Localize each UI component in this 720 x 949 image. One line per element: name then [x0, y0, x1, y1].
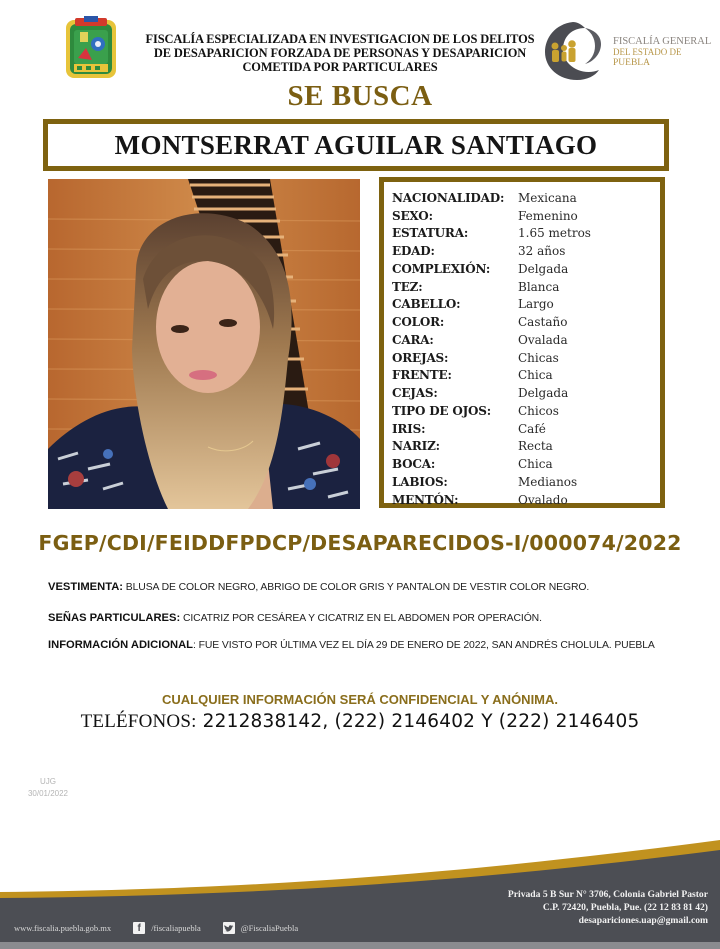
detail-row-hair: CABELLO: Largo — [392, 297, 554, 312]
missing-person-name: MONTSERRAT AGUILAR SANTIAGO — [114, 129, 598, 160]
facebook-icon: f — [133, 922, 145, 934]
clothing-description: VESTIMENTA: BLUSA DE COLOR NEGRO, ABRIGO DE COLOR GRIS Y PANTALON DE VESTIR COLOR NEGRO. — [48, 581, 590, 593]
agency-name-line-2: DE DESAPARICION FORZADA DE PERSONAS Y DESAPARICION — [153, 46, 527, 60]
detail-row-mouth: BOCA: Chica — [392, 457, 553, 472]
contact-email[interactable]: desapariciones.uap@gmail.com — [578, 915, 708, 926]
facebook-link[interactable]: /fiscaliapuebla — [151, 923, 201, 933]
agency-name-line-1: FISCALÍA ESPECIALIZADA EN INVESTIGACION DE LOS DELITOS — [145, 32, 535, 46]
detail-row-sex: SEXO: Femenino — [392, 208, 578, 223]
puebla-coat-of-arms-logo — [62, 14, 120, 84]
missing-person-photo — [48, 179, 360, 509]
detail-row-lips: LABIOS: Medianos — [392, 474, 578, 489]
fiscalia-general-logo-text: FISCALÍA GENERAL DEL ESTADO DE PUEBLA — [613, 36, 712, 68]
detail-row-build: COMPLEXIÓN: Delgada — [392, 261, 569, 276]
detail-row-age: EDAD: 32 años — [392, 244, 566, 259]
detail-row-height: ESTATURA: 1.65 metros — [392, 226, 591, 241]
twitter-link[interactable]: @FiscaliaPuebla — [240, 923, 299, 933]
poster-title: SE BUSCA — [287, 80, 433, 112]
agency-name — [130, 32, 550, 74]
confidential-notice: CUALQUIER INFORMACIÓN SERÁ CONFIDENCIAL Y ANÓNIMA. — [161, 692, 559, 707]
case-file-number: FGEP/CDI/FEIDDFPDCP/DESAPARECIDOS-I/000074/2022 — [38, 531, 682, 555]
phone-numbers: TELÉFONOS: 2212838142, (222) 2146402 Y (222) 2146405 — [80, 711, 640, 732]
detail-row-nationality: NACIONALIDAD: Mexicana — [392, 190, 577, 205]
detail-row-iris: IRIS: Café — [392, 421, 546, 436]
missing-person-name-box — [43, 119, 669, 171]
detail-row-eyebrows: CEJAS: Delgada — [392, 386, 569, 401]
agency-name-line-3: COMETIDA POR PARTICULARES — [242, 60, 438, 74]
address-line-1: Privada 5 B Sur N° 3706, Colonia Gabriel Pastor — [507, 889, 708, 900]
detail-row-eye-type: TIPO DE OJOS: Chicos — [392, 403, 559, 418]
website-link[interactable]: www.fiscalia.puebla.gob.mx — [14, 923, 112, 933]
stamp-initials: UJG — [40, 777, 56, 786]
detail-row-complexion: TEZ: Blanca — [392, 279, 560, 294]
address-line-2: C.P. 72420, Puebla, Pue. (22 12 83 81 42) — [542, 902, 708, 913]
detail-row-ears: OREJAS: Chicas — [392, 350, 559, 365]
stamp-date: 30/01/2022 — [27, 789, 69, 798]
detail-row-nose: NARIZ: Recta — [392, 439, 553, 454]
detail-row-face: CARA: Ovalada — [392, 332, 568, 347]
detail-row-chin: MENTÓN: Ovalado — [392, 492, 568, 507]
office-address — [508, 888, 708, 927]
physical-description-box — [379, 177, 665, 508]
additional-information: INFORMACIÓN ADICIONAL: FUE VISTO POR ÚLTIMA VEZ EL DÍA 29 DE ENERO DE 2022, SAN ANDRÉS CHOLULA. PUEBLA — [48, 639, 655, 651]
distinguishing-marks: SEÑAS PARTICULARES: CICATRIZ POR CESÁREA Y CICATRIZ EN EL ABDOMEN POR OPERACIÓN. — [48, 612, 542, 624]
detail-row-hair-color: COLOR: Castaño — [392, 315, 568, 330]
footer-social-links — [14, 922, 298, 934]
detail-row-forehead: FRENTE: Chica — [392, 368, 553, 383]
issue-stamp — [22, 776, 74, 800]
twitter-icon — [223, 922, 235, 934]
